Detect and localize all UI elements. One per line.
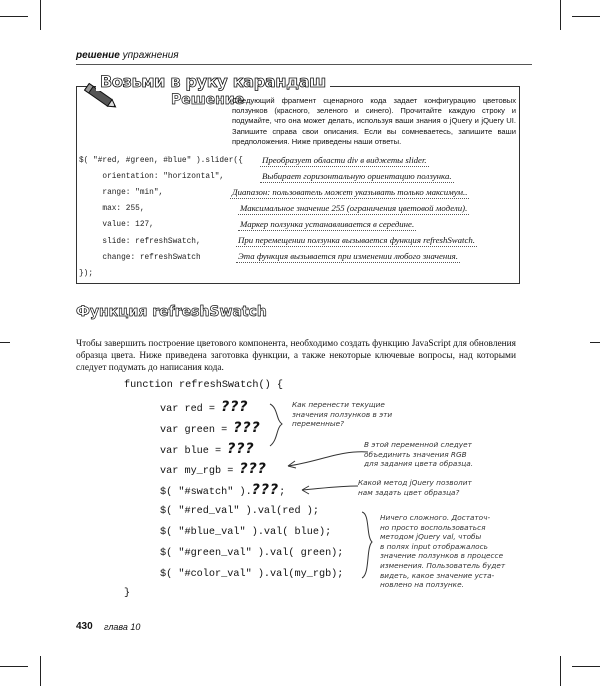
note-line: видеть, какое значение уста- <box>380 570 495 580</box>
exercise-subtitle: Решение <box>171 92 245 108</box>
exercise-title: Возьми в руку карандаш <box>96 72 330 91</box>
code-text: $( "#swatch" ). <box>160 487 252 498</box>
exercise-intro: Следующий фрагмент сценарного кода задает конфигурацию цветовых ползунков (красного, зеленого и синего). Прочитайте каждую строку и подумайте, что она может делать, используя ваши знания о jQuery и jQuery UI. Запишите справа свои описания. Если вы сомневаетесь, запишите ваши предположения. Ниже приведены наши ответы. <box>232 96 516 146</box>
answer-line: Максимальное значение 255 (ограничения цветовой модели). <box>240 203 468 213</box>
code-line: orientation: "horizontal", <box>79 173 225 181</box>
code-text: var blue = <box>160 446 228 457</box>
brace-curve <box>362 512 372 578</box>
code-line: max: 255, <box>79 205 145 213</box>
note-line: но просто воспользоваться <box>380 522 486 532</box>
code-green-val: $( "#green_val" ).val( green); <box>160 548 344 559</box>
code-line: value: 127, <box>79 221 154 229</box>
note-line: изменения. Пользователь будет <box>380 560 506 570</box>
function-header: function refreshSwatch() { <box>124 380 283 391</box>
code-line: $( "#red, #green, #blue" ).slider({ <box>79 157 243 165</box>
question-marks: ??? <box>227 441 255 457</box>
question-marks: ??? <box>233 420 261 436</box>
answer-line: Маркер ползунка устанавливается в середине. <box>240 219 415 229</box>
note-line: значение ползунков в процессе <box>380 551 504 561</box>
code-line: slide: refreshSwatch, <box>79 238 201 246</box>
code-text: ; <box>279 487 286 498</box>
code-text: var my_rgb = <box>160 466 240 477</box>
header-bold: решение <box>76 50 120 61</box>
note-line: для задания цвета образца. <box>364 459 474 469</box>
bracket-curve <box>270 404 282 446</box>
function-close: } <box>124 588 131 599</box>
code-line: range: "min", <box>79 189 164 197</box>
code-line: change: refreshSwatch <box>79 254 201 262</box>
note-line: методом jQuery val, чтобы <box>380 532 482 542</box>
note-line: Какой метод jQuery позволит <box>358 478 472 487</box>
note-line: переменные? <box>292 419 345 429</box>
chapter-label: глава 10 <box>104 622 141 632</box>
arrow-swatch <box>302 486 358 490</box>
note-line: объединить значения RGB <box>364 449 467 459</box>
page-number: 430 <box>76 621 93 632</box>
question-marks: ??? <box>221 399 249 415</box>
answer-line: Диапазон: пользователь может указывать только максимум.. <box>232 187 468 197</box>
question-marks: ??? <box>239 461 267 477</box>
arrow-rgb <box>288 452 368 466</box>
header-rest: упражнения <box>122 50 179 61</box>
code-blue-val: $( "#blue_val" ).val( blue); <box>160 527 332 538</box>
code-color-val: $( "#color_val" ).val(my_rgb); <box>160 569 344 580</box>
code-line: }); <box>79 270 94 278</box>
code-text: var red = <box>160 404 222 415</box>
note-line: нам задать цвет образца? <box>358 487 460 497</box>
answer-line: При перемещении ползунка вызывается функция refreshSwatch. <box>238 235 475 245</box>
code-red-val: $( "#red_val" ).val(red ); <box>160 506 319 517</box>
answer-line: Преобразует области div в виджеты slider. <box>262 155 427 165</box>
question-marks: ??? <box>251 482 280 498</box>
note-line: Ничего сложного. Достаточ- <box>380 513 491 522</box>
answer-line: Эта функция вызывается при изменении любого значения. <box>238 251 458 261</box>
section-title: Функция refreshSwatch <box>76 304 267 320</box>
note-line: Как перенести текущие <box>292 400 385 409</box>
answer-line: Выбирает горизонтальную ориентацию ползунка. <box>262 171 452 181</box>
note-line: новлено на ползунке. <box>380 580 464 590</box>
note-line: в полях input отображалось <box>380 541 488 551</box>
section-paragraph: Чтобы завершить построение цветового компонента, необходимо создать функцию JavaScript для обновления образца цвета. Ниже приведена заготовка функции, а также некоторые ключевые вопросы, над которыми следует подумать до написания кода. <box>76 339 516 373</box>
note-line: В этой переменной следует <box>364 440 472 449</box>
note-line: значения ползунков в эти <box>292 409 393 419</box>
code-text: var green = <box>160 425 234 436</box>
